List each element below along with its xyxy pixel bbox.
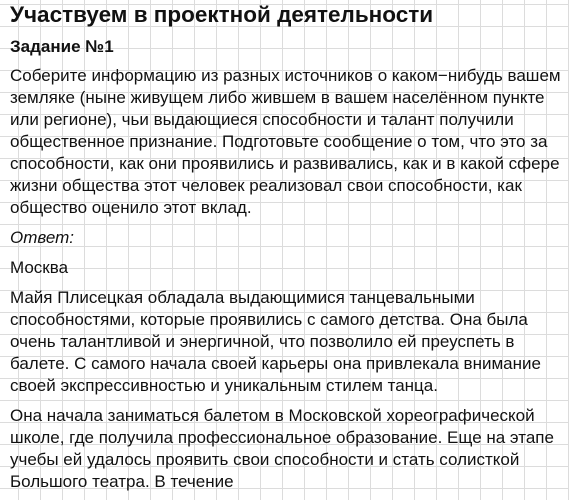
- answer-paragraph-2: Она начала заниматься балетом в Московской хореографической школе, где получила профессиональное образование. Еще на этапе учебы ей удалось проявить свои способности и стать солисткой Большого театра. В течение: [10, 406, 554, 491]
- answer-label: Ответ:: [10, 228, 75, 247]
- answer-paragraph-1: Майя Плисецкая обладала выдающимися танцевальными способностями, которые проявились с самого детства. Она была очень талантливой и энергичной, что позволило ей преуспеть в балете. С самого начала своей карьеры она привлекала внимание своей экспрессивностью и уникальным стилем танца.: [10, 288, 541, 395]
- page-content: [10, 0, 564, 493]
- page-title: Участвуем в проектной деятельности: [10, 2, 434, 27]
- answer-city: Москва: [10, 258, 69, 277]
- task-text: Соберите информацию из разных источников о каком−нибудь вашем земляке (ныне живущем либо жившем в вашем населённом пункте или регионе), чьи выдающиеся способности и талант получили общественное признание. Подготовьте сообщение о том, что это за способности, как они проявились и развивались, как и в какой сфере жизни общества этот человек реализовал свои способности, как общество оценило этот вклад.: [10, 66, 561, 217]
- task-label: Задание №1: [10, 37, 114, 56]
